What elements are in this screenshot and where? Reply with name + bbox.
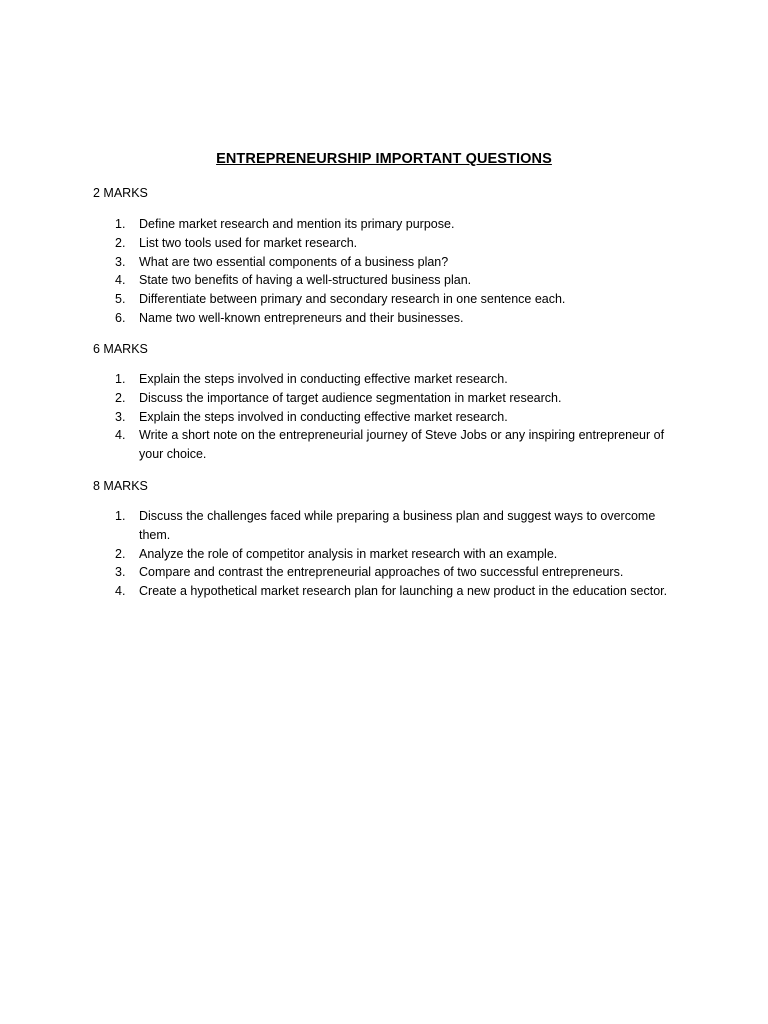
question-text: State two benefits of having a well-structured business plan. (139, 273, 472, 288)
question-text: Create a hypothetical market research plan for launching a new product in the education sector. (139, 584, 668, 599)
document-title: ENTREPRENEURSHIP IMPORTANT QUESTIONS (216, 151, 552, 167)
question-item (93, 290, 678, 309)
question-list-6-marks (93, 370, 678, 464)
question-item (93, 309, 678, 328)
question-number: 1. (115, 217, 126, 231)
question-number: 5. (115, 292, 126, 307)
question-text: Write a short note on the entrepreneurial journey of Steve Jobs or any inspiring entrepreneur of your choice. (139, 428, 665, 462)
question-item (93, 408, 678, 427)
question-text: List two tools used for market research. (139, 235, 358, 250)
question-text: Differentiate between primary and secondary research in one sentence each. (139, 292, 566, 307)
question-number: 4. (115, 584, 126, 599)
section-heading-8-marks: 8 MARKS (93, 479, 148, 493)
section-heading-6-marks: 6 MARKS (93, 342, 148, 356)
question-text: What are two essential components of a business plan? (139, 254, 449, 269)
question-list-2-marks (93, 215, 678, 328)
question-text: Discuss the importance of target audience segmentation in market research. (139, 390, 562, 405)
question-number: 3. (115, 409, 126, 424)
question-item (93, 582, 678, 601)
question-item (93, 507, 678, 545)
question-item (93, 234, 678, 253)
question-text: Analyze the role of competitor analysis in market research with an example. (139, 546, 558, 561)
question-item (93, 215, 678, 234)
question-number: 3. (115, 254, 126, 269)
question-number: 3. (115, 565, 126, 580)
question-number: 1. (115, 509, 126, 523)
question-number: 2. (115, 390, 126, 405)
question-item (93, 253, 678, 272)
question-number: 6. (115, 310, 126, 325)
question-number: 2. (115, 546, 126, 561)
question-item (93, 271, 678, 290)
question-number: 2. (115, 235, 126, 250)
question-item (93, 545, 678, 564)
question-text: Name two well-known entrepreneurs and their businesses. (139, 310, 464, 325)
question-text: Explain the steps involved in conducting effective market research. (139, 372, 508, 386)
question-text: Compare and contrast the entrepreneurial approaches of two successful entrepreneurs. (139, 565, 624, 580)
question-list-8-marks (93, 507, 678, 601)
question-number: 4. (115, 273, 126, 288)
question-number: 1. (115, 372, 126, 386)
question-text: Define market research and mention its primary purpose. (139, 217, 455, 231)
question-number: 4. (115, 428, 126, 443)
question-text: Discuss the challenges faced while preparing a business plan and suggest ways to overcome them. (139, 509, 656, 542)
question-item (93, 389, 678, 408)
question-item (93, 426, 678, 464)
question-item (93, 370, 678, 389)
section-heading-2-marks: 2 MARKS (93, 186, 148, 200)
question-item (93, 563, 678, 582)
question-text: Explain the steps involved in conducting effective market research. (139, 409, 508, 424)
